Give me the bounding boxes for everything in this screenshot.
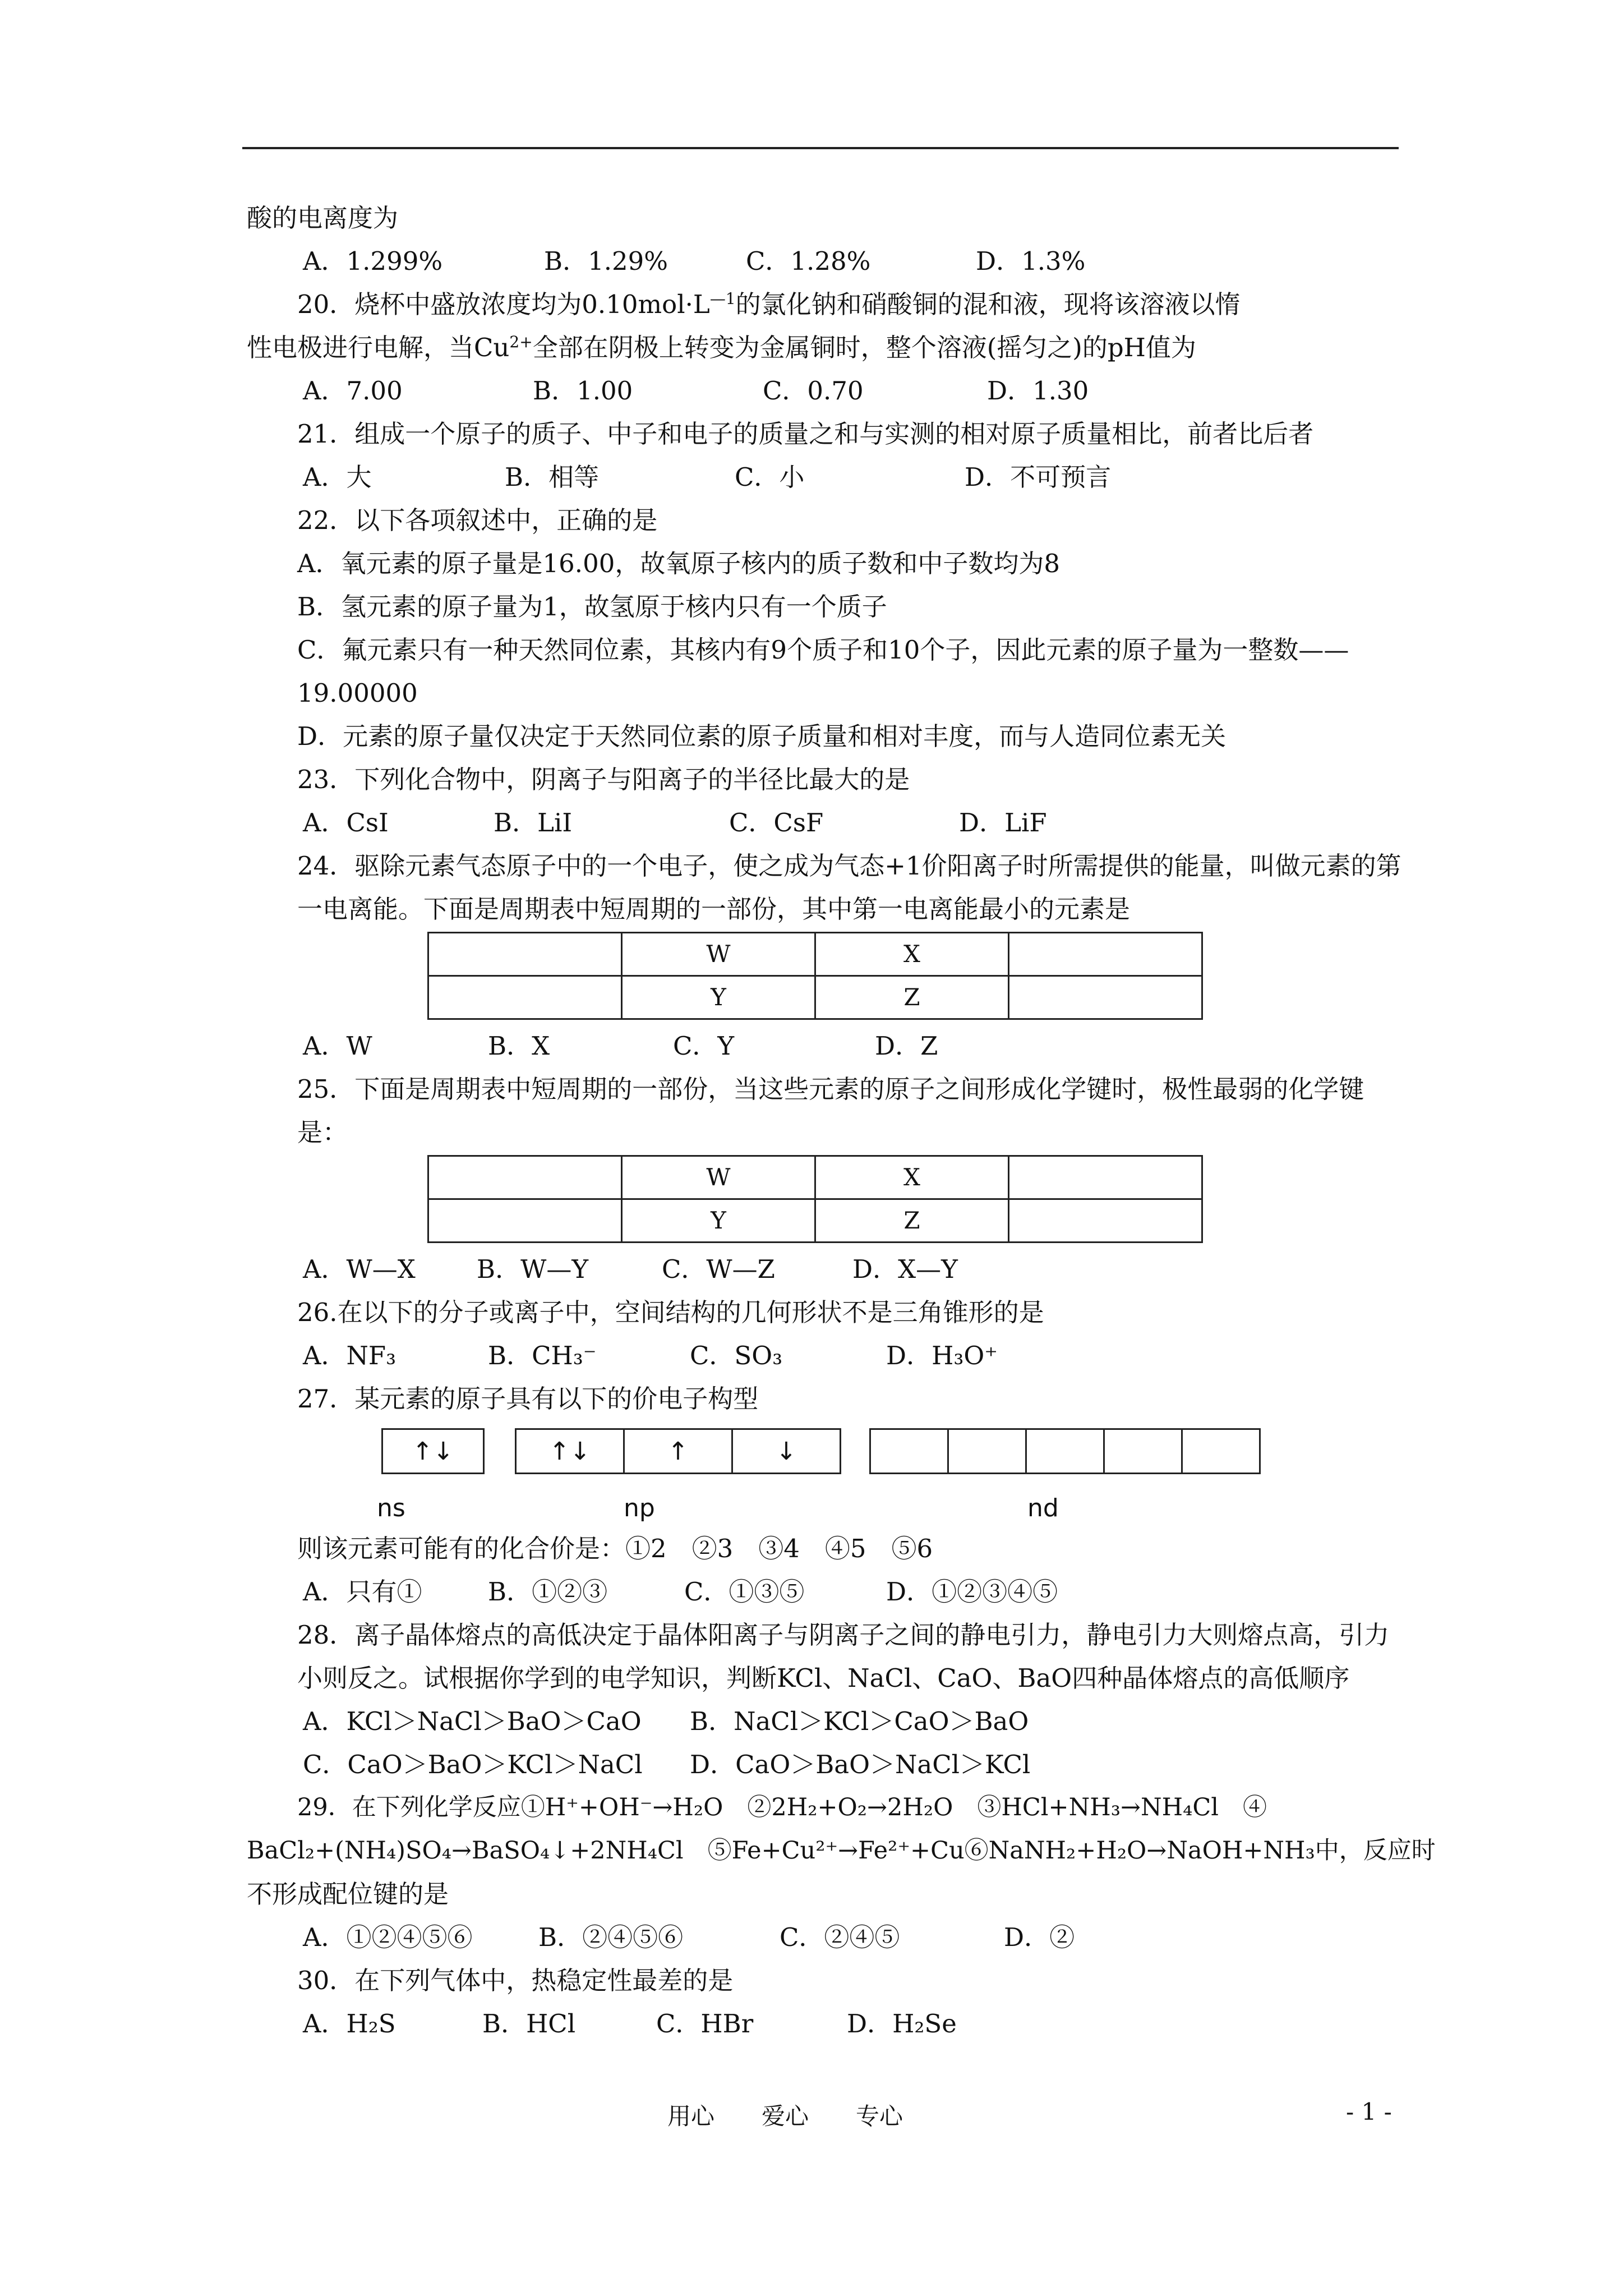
q27-stem: 27．某元素的原子具有以下的价电子构型 [297,1384,759,1414]
option-c: C．HBr [656,2009,754,2039]
option-d: D．不可预言 [965,462,1112,492]
np-orbital-box [515,1428,841,1474]
orbital-cell [1183,1430,1259,1473]
option-a: A．CsI [303,808,389,838]
option-c: C．0.70 [763,376,864,406]
q27-options [247,1570,1402,1613]
option-a: A．W [303,1031,372,1061]
table-cell: Z [815,976,1009,1019]
q30-stem: 30．在下列气体中，热稳定性最差的是 [297,1966,734,1995]
q26-options [247,1334,1402,1377]
table-cell [1009,1199,1202,1243]
q27-valences: 则该元素可能有的化合价是：①2 ②3 ③4 ④5 ⑤6 [297,1534,933,1563]
q21-stem: 21．组成一个原子的质子、中子和电子的质量之和与实测的相对原子质量相比，前者比后者 [297,419,1314,449]
option-c: C．②④⑤ [780,1922,900,1952]
nd-label: nd [1027,1494,1059,1522]
q29-line2: BaCl₂+(NH₄)SO₄→BaSO₄↓+2NH₄Cl ⑤Fe+Cu²⁺→Fe²⁺+Cu⑥NaNH₂+H₂O→NaOH+NH₃中，反应时 [247,1837,1436,1865]
q28-stem: 28．离子晶体熔点的高低决定于晶体阳离子与阴离子之间的静电引力，静电引力大则熔点高，引力小则反之。试根据你学到的电学知识，判断KCl、NaCl、CaO、BaO四种晶体熔点的高低顺序 [297,1620,1390,1693]
q22-option-c: C．氟元素只有一种天然同位素，其核内有9个质子和10个子，因此元素的原子量为一整数——19.00000 [297,635,1349,708]
q20-line1: 20．烧杯中盛放浓度均为$0.10mol\cdot L^{—1}$的氯化钠和硝酸铜的混和液，现将该溶液以惰 [297,289,1241,319]
q24-options [247,1024,1402,1068]
option-a: A．7.00 [303,376,403,406]
q28-options-row2 [247,1743,1402,1786]
orbital-cell: ↑↓ [412,1437,454,1466]
option-d: D．② [1004,1922,1075,1952]
q25-options [247,1248,1402,1291]
option-d: D．1.30 [987,376,1089,406]
q24-stem: 24．驱除元素气态原子中的一个电子，使之成为气态+1价阳离子时所需提供的能量，叫做元素的第一电离能。下面是周期表中短周期的一部份，其中第一电离能最小的元素是 [297,851,1401,924]
table-cell [1009,1156,1202,1199]
option-b: B．HCl [482,2009,576,2039]
q25-periodic-table [427,1155,1203,1243]
table-cell: Y [622,1199,815,1243]
option-b: B．1.29% [544,246,668,276]
q23-stem: 23．下列化合物中，阴离子与阳离子的半径比最大的是 [297,765,910,794]
q24-periodic-table [427,932,1203,1020]
q22-option-d: D．元素的原子量仅决定于天然同位素的原子质量和相对丰度，而与人造同位素无关 [297,721,1227,751]
nd-orbital-box [869,1428,1261,1474]
page-number: - 1 - [1346,2098,1392,2125]
option-c: C．①③⑤ [684,1577,805,1607]
q26-stem: 26.在以下的分子或离子中，空间结构的几何形状不是三角锥形的是 [297,1297,1044,1327]
q21-options [247,455,1402,499]
table-cell: X [815,933,1009,976]
option-d: D．LiF [959,808,1047,838]
q29-options [247,1916,1402,1959]
table-cell [428,1199,622,1243]
option-b: B．②④⑤⑥ [538,1922,684,1952]
option-b: B．W—Y [477,1254,589,1284]
option-a: A．①②④⑤⑥ [303,1922,473,1952]
q25-stem: 25．下面是周期表中短周期的一部份，当这些元素的原子之间形成化学键时，极性最弱的化学键是： [297,1074,1364,1147]
option-b: B．X [488,1031,550,1061]
option-d: D．X—Y [852,1254,958,1284]
option-b: B．相等 [505,462,600,492]
q19-options [247,240,1402,283]
table-cell: Z [815,1199,1009,1243]
ns-orbital-box [381,1428,485,1474]
table-cell: W [622,1156,815,1199]
q29-line1: 29．在下列化学反应①H⁺+OH⁻→H₂O ②2H₂+O₂→2H₂O ③HCl+NH₃→NH₄Cl ④ [297,1793,1267,1821]
footer-motto: 用心 爱心 专心 [667,2102,903,2130]
option-b: B．1.00 [533,376,633,406]
table-cell: Y [622,976,815,1019]
option-d: D．①②③④⑤ [886,1577,1058,1607]
ns-label: ns [377,1494,405,1522]
q22-option-a: A．氧元素的原子量是16.00，故氧原子核内的质子数和中子数均为8 [297,549,1060,578]
orbital-cell: ↓ [776,1437,797,1466]
q27-orbital-diagram [247,1420,1402,1527]
option-a: A．W—X [303,1254,416,1284]
option-d: D．H₃O⁺ [886,1341,998,1370]
option-b: B．LiI [494,808,573,838]
orbital-cell [871,1430,949,1473]
option-a: A．大 [303,462,372,492]
document-body [247,196,1436,2045]
orbital-cell: ↑ [625,1430,733,1473]
option-a: A．KCl＞NaCl＞BaO＞CaO [303,1706,642,1736]
header-rule [242,147,1399,149]
q29-line3: 不形成配位键的是 [247,1879,449,1909]
option-a: A．只有① [303,1577,422,1607]
table-cell: X [815,1156,1009,1199]
option-b: B．①②③ [488,1577,608,1607]
option-a: A．1.299% [303,246,443,276]
table-cell [428,1156,622,1199]
option-c: C．小 [735,462,805,492]
option-d: D．H₂Se [847,2009,957,2039]
q22-stem: 22．以下各项叙述中，正确的是 [297,505,658,535]
option-d: D．CaO＞BaO＞NaCl＞KCl [690,1750,1031,1779]
option-b: B．NaCl＞KCl＞CaO＞BaO [690,1706,1029,1736]
q28-options-row1 [247,1700,1402,1743]
option-c: C．SO₃ [690,1341,783,1370]
q20-line2: 性电极进行电解，当$Cu^{2+}$全部在阴极上转变为金属铜时，整个溶液(摇匀之)的pH值为 [247,333,1196,362]
q22-option-b: B．氢元素的原子量为1，故氢原于核内只有一个质子 [297,592,887,622]
table-cell [1009,976,1202,1019]
option-c: C．W—Z [662,1254,775,1284]
table-cell [1009,933,1202,976]
table-cell [428,933,622,976]
orbital-cell [949,1430,1027,1473]
table-cell: W [622,933,815,976]
table-cell [428,976,622,1019]
option-c: C．CaO＞BaO＞KCl＞NaCl [303,1750,643,1779]
option-c: C．CsF [729,808,824,838]
option-d: D．1.3% [976,246,1086,276]
np-label: np [624,1494,655,1522]
q23-options [247,801,1402,844]
q20-options [247,369,1402,412]
q19-tail: 酸的电离度为 [247,203,399,233]
option-a: A．H₂S [303,2009,396,2039]
option-c: C．Y [673,1031,735,1061]
option-d: D．Z [875,1031,938,1061]
orbital-cell [1105,1430,1183,1473]
option-b: B．CH₃⁻ [488,1341,597,1370]
option-a: A．NF₃ [303,1341,396,1370]
option-c: C．1.28% [746,246,871,276]
orbital-cell [1027,1430,1105,1473]
q30-options [247,2002,1402,2045]
orbital-cell: ↑↓ [517,1430,625,1473]
